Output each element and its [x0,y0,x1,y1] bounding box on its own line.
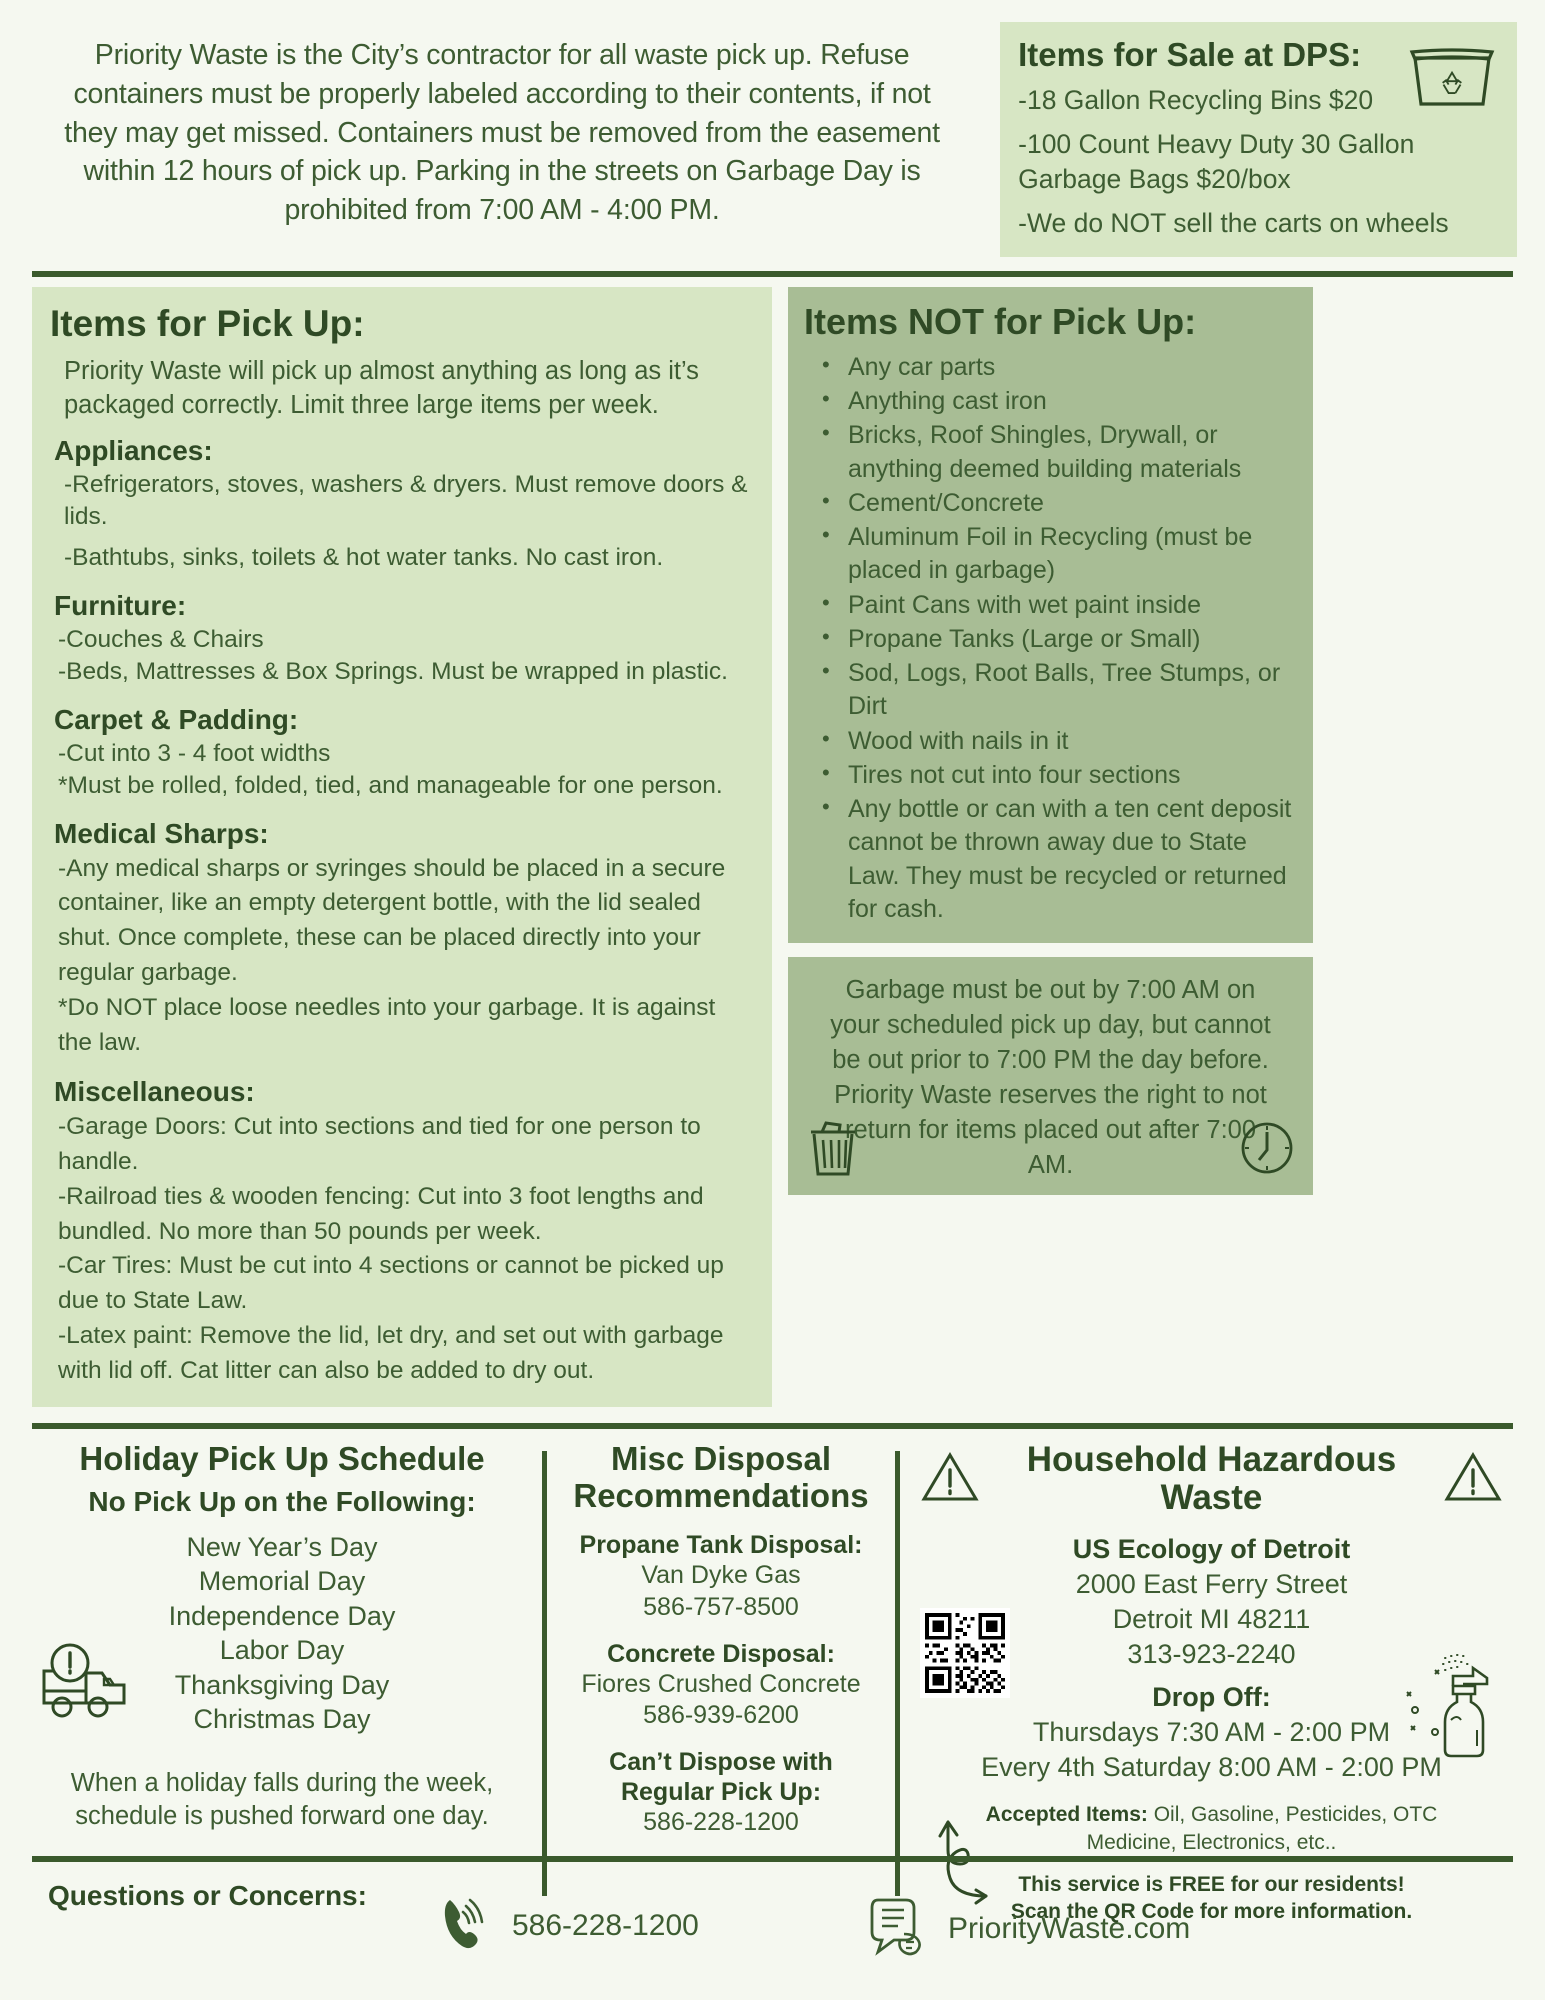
list-item: • Sod, Logs, Root Balls, Tree Stumps, or Dirt [804,657,1297,724]
list-item: • Cement/Concrete [804,487,1297,520]
misc-phone: 586-228-1200 [643,1808,799,1837]
footer-divider [32,1856,1513,1862]
misc-heading: Concrete Disposal: [607,1639,835,1668]
holiday-title: Holiday Pick Up Schedule [79,1439,485,1477]
list-item: • Wood with nails in it [804,725,1297,758]
misc-group-cant-dispose [567,1747,875,1838]
garbage-truck-alert-icon [40,1641,128,1726]
not-pickup-list [804,351,1297,926]
bottom-divider [32,1423,1513,1429]
misc-line: Fiores Crushed Concrete [581,1669,861,1698]
items-not-for-pickup-panel [788,287,1313,943]
list-item: • Aluminum Foil in Recycling (must be placed in garbage) [804,521,1297,588]
list-item: • Paint Cans with wet paint inside [804,589,1297,622]
misc-group-concrete [567,1639,875,1732]
recycling-bin-icon [1409,48,1495,115]
items-for-pickup-title: Items for Pick Up: [50,302,365,344]
section-line: *Do NOT place loose needles into your garbage. It is against the law. [58,993,716,1056]
list-item: Memorial Day [198,1566,366,1597]
hhw-phone: 313-923-2240 [1127,1638,1296,1669]
section-heading-appliances: Appliances: [54,434,213,466]
section-line: -Car Tires: Must be cut into 4 sections or cannot be picked up due to State Law. [58,1252,724,1315]
items-for-pickup-lead: Priority Waste will pick up almost anything as long as it’s packaged correctly. Limit three large items per week. [64,356,699,420]
list-item: Independence Day [168,1600,396,1631]
footer-website-group[interactable] [870,1894,1190,1963]
hhw-free-line: This service is FREE for our residents! [1018,1872,1405,1896]
questions-label: Questions or Concerns: [48,1880,367,1911]
intro-paragraph: Priority Waste is the City’s contractor for all waste pick up. Refuse containers must be properly labeled according to their contents, if not they may get missed. Containers must be removed from the easement within 12 hours of pick up. Parking in the streets on Garbage Day is prohibited from 7:00 AM - 4:00 PM. [64,39,940,226]
hhw-address-line1: 2000 East Ferry Street [1075,1568,1348,1599]
footer-phone-group[interactable] [440,1894,699,1957]
hhw-facility: US Ecology of Detroit [1072,1533,1351,1564]
misc-phone: 586-757-8500 [643,1592,799,1621]
warning-triangle-icon [920,1450,980,1509]
list-item: • Any bottle or can with a ten cent deposit cannot be thrown away due to State Law. They must be recycled or returned for cash. [804,793,1297,926]
phone-icon [440,1894,492,1957]
list-item: New Year’s Day [186,1531,378,1562]
list-item: • Bricks, Roof Shingles, Drywall, or anything deemed building materials [804,419,1297,486]
section-heading-medical-sharps: Medical Sharps: [54,817,269,849]
misc-group-propane [567,1530,875,1623]
hhw-title: Household Hazardous Waste [1026,1439,1397,1518]
top-divider [32,271,1513,277]
holiday-note: When a holiday falls during the week, schedule is pushed forward one day. [70,1768,494,1830]
section-heading-furniture: Furniture: [54,590,187,622]
items-for-sale-line: -18 Gallon Recycling Bins $20 [1018,85,1374,115]
bottom-row [28,1441,1517,1927]
misc-heading: Can’t Dispose with Regular Pick Up: [609,1748,833,1807]
top-row [28,0,1517,257]
qr-code[interactable] [920,1608,1010,1698]
footer-website: PriorityWaste.com [948,1911,1191,1945]
section-line: -Beds, Mattresses & Box Springs. Must be wrapped in plastic. [58,658,728,686]
list-item: Christmas Day [193,1704,371,1735]
section-line: -Refrigerators, stoves, washers & dryers. Must remove doors & lids. [64,470,748,530]
hhw-dropoff-thursday: Thursdays 7:30 AM - 2:00 PM [1032,1717,1391,1748]
items-not-for-pickup-title: Items NOT for Pick Up: [804,300,1197,342]
misc-disposal-column [561,1441,881,1927]
warning-triangle-icon [1443,1450,1503,1509]
column-divider [542,1451,547,1897]
clock-icon [1239,1120,1295,1181]
items-for-sale-line: -100 Count Heavy Duty 30 Gallon Garbage Bags $20/box [1018,128,1415,194]
holiday-schedule-column [36,1441,528,1927]
items-for-sale-panel [1000,22,1517,257]
list-item: • Any car parts [804,351,1297,384]
misc-phone: 586-939-6200 [643,1701,799,1730]
hhw-accepted-value: Oil, Gasoline, Pesticides, OTC Medicine, Electronics, etc.. [1086,1803,1438,1854]
trash-can-icon [806,1116,860,1183]
section-line: -Railroad ties & wooden fencing: Cut into 3 foot lengths and bundled. No more than 50 pounds per week. [58,1182,704,1245]
footer [0,1866,1545,1976]
footer-phone-number: 586-228-1200 [512,1908,699,1942]
section-line: -Latex paint: Remove the lid, let dry, and set out with garbage with lid off. Cat litter can also be added to dry out. [58,1322,724,1384]
items-for-sale-title: Items for Sale at DPS: [1018,36,1362,73]
garbage-timing-panel [788,957,1313,1195]
misc-line: Van Dyke Gas [641,1561,801,1590]
hhw-address-line2: Detroit MI 48211 [1112,1603,1311,1634]
hhw-scan-line: Scan the QR Code for more information. [1010,1900,1413,1924]
section-line: -Bathtubs, sinks, toilets & hot water tanks. No cast iron. [64,544,664,572]
household-hazardous-waste-column [914,1441,1509,1927]
list-item: Labor Day [219,1635,345,1666]
column-divider [895,1451,900,1897]
section-heading-miscellaneous: Miscellaneous: [54,1076,255,1108]
list-item: • Anything cast iron [804,385,1297,418]
hhw-dropoff-saturday: Every 4th Saturday 8:00 AM - 2:00 PM [981,1752,1442,1783]
holiday-subtitle: No Pick Up on the Following: [88,1485,476,1517]
section-line: -Any medical sharps or syringes should be placed in a secure container, like an empty detergent bottle, with the lid sealed shut. Once complete, these can be placed directly into your regular garbage. [58,854,726,986]
misc-heading: Propane Tank Disposal: [579,1531,863,1560]
list-item: Thanksgiving Day [174,1669,390,1700]
hhw-dropoff-label: Drop Off: [1152,1681,1271,1712]
list-item: • Propane Tanks (Large or Small) [804,623,1297,656]
hhw-header [920,1441,1503,1518]
garbage-timing-text: Garbage must be out by 7:00 AM on your scheduled pick up day, but cannot be out prior to 7:00 PM the day before. Priority Waste reserves the right to not return for items placed out after 7:00 AM. [830,976,1271,1179]
items-for-pickup-panel [32,287,772,1407]
spray-bottle-icon [1401,1650,1497,1765]
items-for-sale-line: -We do NOT sell the carts on wheels [1018,207,1449,238]
main-row [28,287,1517,1407]
chat-bubble-icon [870,1894,928,1963]
section-line: -Garage Doors: Cut into sections and tied for one person to handle. [58,1113,701,1176]
hhw-accepted-label: Accepted Items: [985,1803,1148,1827]
section-line: -Cut into 3 - 4 foot widths [58,739,331,767]
right-column [788,287,1313,1195]
section-line: -Couches & Chairs [58,626,264,654]
misc-title: Misc Disposal Recommendations [573,1439,869,1514]
section-line: *Must be rolled, folded, tied, and manageable for one person. [58,771,723,799]
section-heading-carpet-padding: Carpet & Padding: [54,703,299,735]
list-item: • Tires not cut into four sections [804,759,1297,792]
